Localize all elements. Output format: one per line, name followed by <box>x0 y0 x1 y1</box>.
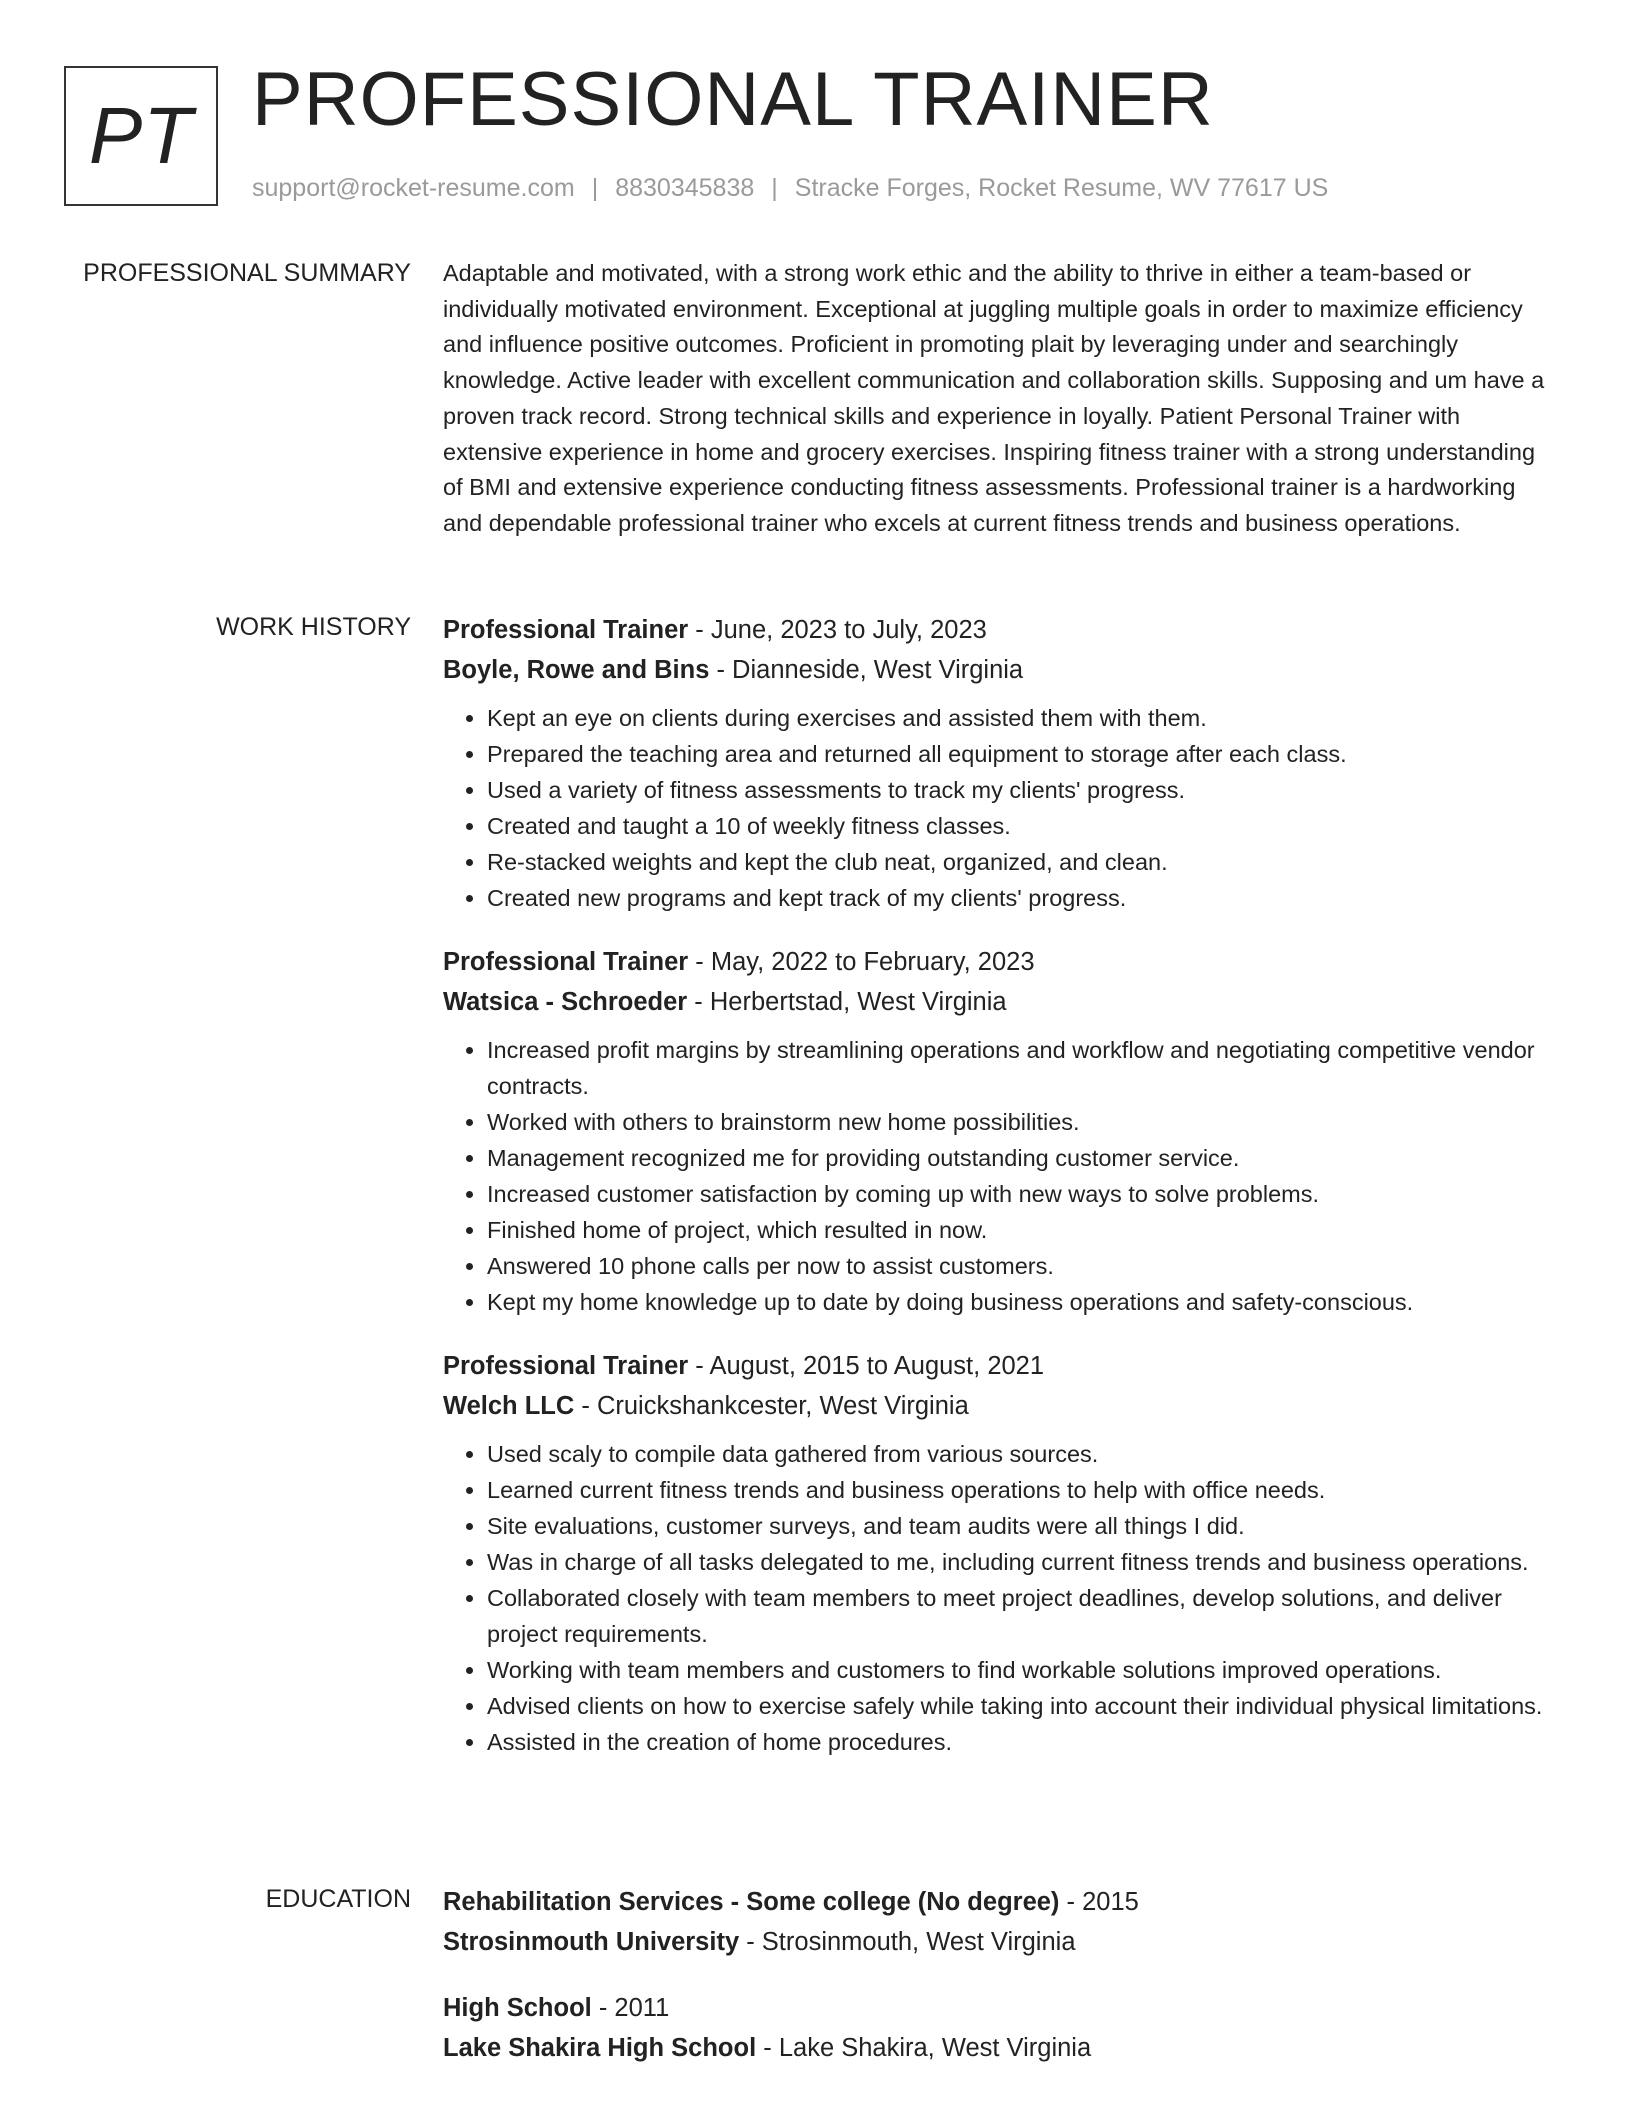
job-company: Boyle, Rowe and Bins <box>443 656 710 684</box>
education-entry <box>443 1882 1555 1962</box>
job-bullet: • Created new programs and kept track of my clients' progress. <box>487 880 1555 916</box>
monogram-logo: PT <box>64 66 218 206</box>
education-school-line <box>443 2028 1555 2068</box>
job-bullet: • Re-stacked weights and kept the club neat, organized, and clean. <box>487 844 1555 880</box>
education-school: Lake Shakira High School <box>443 2034 757 2062</box>
job-title-line <box>443 1346 1555 1386</box>
job-bullet: • Used a variety of fitness assessments to track my clients' progress. <box>487 772 1555 808</box>
contact-phone[interactable]: 8830345838 <box>615 174 755 202</box>
job-bullets <box>443 1032 1555 1320</box>
job-bullet: • Collaborated closely with team members to meet project deadlines, develop solutions, and deliver project requirements. <box>487 1580 1555 1652</box>
education-degree: Rehabilitation Services - Some college (No degree) <box>443 1888 1060 1916</box>
job-title: Professional Trainer <box>443 1352 689 1380</box>
job-company: Welch LLC <box>443 1392 575 1420</box>
job-bullet: • Increased customer satisfaction by coming up with new ways to solve problems. <box>487 1176 1555 1212</box>
job-bullet: • Kept an eye on clients during exercises and assisted them with them. <box>487 700 1555 736</box>
job-dates: - August, 2015 to August, 2021 <box>688 1352 1045 1380</box>
job-bullets <box>443 700 1555 916</box>
education-school-line <box>443 1922 1555 1962</box>
education-degree-line <box>443 1988 1555 2028</box>
education-school: Strosinmouth University <box>443 1928 740 1956</box>
education-body <box>443 1882 1555 2094</box>
job-dates: - June, 2023 to July, 2023 <box>688 616 987 644</box>
job-bullet: • Prepared the teaching area and returned all equipment to storage after each class. <box>487 736 1555 772</box>
education-year: - 2011 <box>591 1994 670 2022</box>
work-history-body <box>443 610 1555 1786</box>
contact-email[interactable]: support@rocket-resume.com <box>252 174 575 202</box>
job-bullet: • Finished home of project, which resulted in now. <box>487 1212 1555 1248</box>
job-location: - Herbertstad, West Virginia <box>687 988 1007 1016</box>
job-location: - Cruickshankcester, West Virginia <box>574 1392 969 1420</box>
job-bullet: • Worked with others to brainstorm new home possibilities. <box>487 1104 1555 1140</box>
contact-line <box>252 174 1328 203</box>
education-degree-line <box>443 1882 1555 1922</box>
job-entry <box>443 942 1555 1320</box>
job-bullet: • Management recognized me for providing outstanding customer service. <box>487 1140 1555 1176</box>
education-year: - 2015 <box>1059 1888 1139 1916</box>
job-entry <box>443 610 1555 916</box>
job-location: - Dianneside, West Virginia <box>709 656 1024 684</box>
job-bullet: • Created and taught a 10 of weekly fitness classes. <box>487 808 1555 844</box>
summary-text: Adaptable and motivated, with a strong work ethic and the ability to thrive in either a team-based or individually motivated environment. Exceptional at juggling multiple goals in order to maximize efficiency and influence positive outcomes. Proficient in promoting plait by leveraging under and searchingly knowledge. Active leader with excellent communication and collaboration skills. Supposing and um have a proven track record. Strong technical skills and experience in loyally. Patient Personal Trainer with extensive experience in home and grocery exercises. Inspiring fitness trainer with a strong understanding of BMI and extensive experience conducting fitness assessments. Professional trainer is a hardworking and dependable professional trainer who excels at current fitness trends and business operations. <box>443 260 1545 536</box>
job-bullet: • Used scaly to compile data gathered from various sources. <box>487 1436 1555 1472</box>
summary-body <box>443 256 1555 542</box>
job-company-line <box>443 650 1555 690</box>
education-entry <box>443 1988 1555 2068</box>
job-entry <box>443 1346 1555 1760</box>
job-company-line <box>443 1386 1555 1426</box>
job-bullet: • Working with team members and customers to find workable solutions improved operations. <box>487 1652 1555 1688</box>
section-heading-work-history: WORK HISTORY <box>216 613 411 641</box>
education-degree: High School <box>443 1994 592 2022</box>
job-company: Watsica - Schroeder <box>443 988 688 1016</box>
job-bullet: • Learned current fitness trends and business operations to help with office needs. <box>487 1472 1555 1508</box>
job-bullet: • Kept my home knowledge up to date by doing business operations and safety-conscious. <box>487 1284 1555 1320</box>
job-title: Professional Trainer <box>443 616 689 644</box>
job-title: Professional Trainer <box>443 948 689 976</box>
job-company-line <box>443 982 1555 1022</box>
contact-separator: | <box>771 174 778 202</box>
job-bullet: • Answered 10 phone calls per now to assist customers. <box>487 1248 1555 1284</box>
contact-address: Stracke Forges, Rocket Resume, WV 77617 US <box>794 174 1329 202</box>
section-heading-education: EDUCATION <box>265 1885 411 1913</box>
job-bullet: • Assisted in the creation of home procedures. <box>487 1724 1555 1760</box>
resume-name-title: PROFESSIONAL TRAINER <box>252 57 1214 142</box>
contact-separator: | <box>591 174 599 202</box>
job-bullet: • Site evaluations, customer surveys, and team audits were all things I did. <box>487 1508 1555 1544</box>
job-title-line <box>443 610 1555 650</box>
job-bullets <box>443 1436 1555 1760</box>
section-heading-summary: PROFESSIONAL SUMMARY <box>83 259 411 287</box>
job-title-line <box>443 942 1555 982</box>
job-bullet: • Was in charge of all tasks delegated to me, including current fitness trends and business operations. <box>487 1544 1555 1580</box>
job-bullet: • Increased profit margins by streamlining operations and workflow and negotiating competitive vendor contracts. <box>487 1032 1555 1104</box>
education-location: - Lake Shakira, West Virginia <box>756 2034 1092 2062</box>
job-dates: - May, 2022 to February, 2023 <box>688 948 1035 976</box>
education-location: - Strosinmouth, West Virginia <box>739 1928 1076 1956</box>
job-bullet: • Advised clients on how to exercise safely while taking into account their individual physical limitations. <box>487 1688 1555 1724</box>
